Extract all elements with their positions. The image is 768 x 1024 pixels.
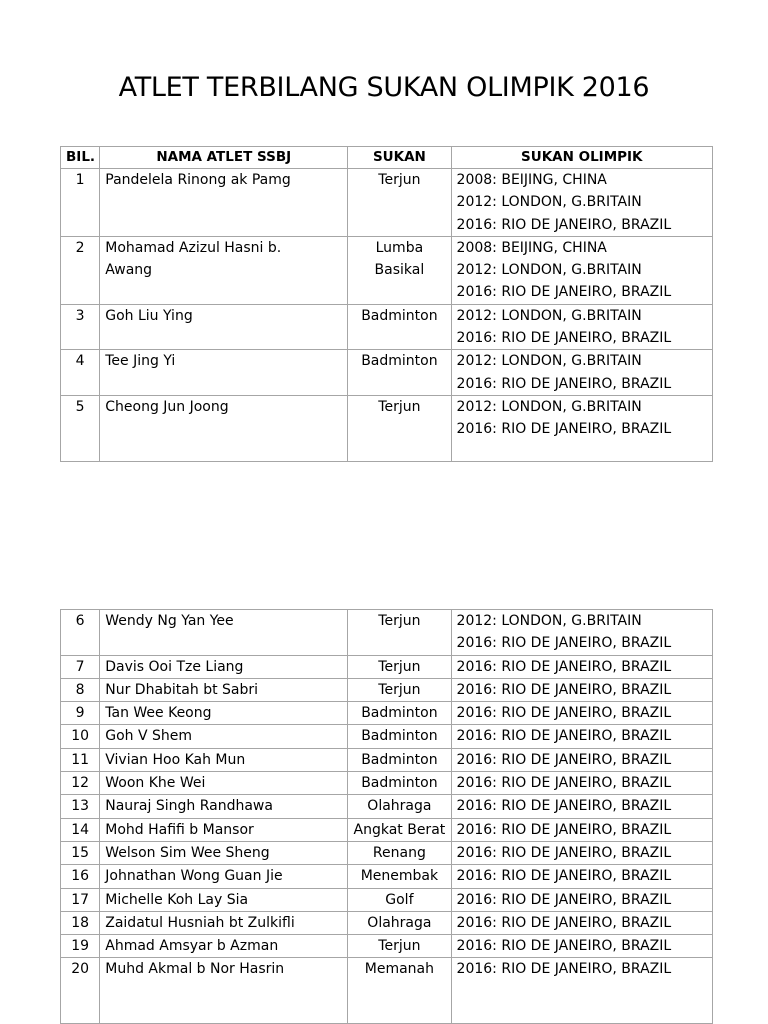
olympics-entry: 2012: LONDON, G.BRITAIN: [456, 262, 642, 279]
table-row: [61, 236, 713, 304]
olympics-list: [451, 795, 712, 818]
table-row: [61, 725, 713, 748]
olympics-entry: 2016: RIO DE JANEIRO, BRAZIL: [456, 798, 672, 815]
table-row: [61, 655, 713, 678]
sport-name: Terjun: [348, 169, 451, 237]
sport-name: Renang: [348, 841, 451, 864]
table-row: [61, 702, 713, 725]
olympics-entry: 2016: RIO DE JANEIRO, BRAZIL: [456, 216, 672, 233]
athlete-name: Nauraj Singh Randhawa: [100, 795, 348, 818]
athlete-name: Mohd Hafifi b Mansor: [100, 818, 348, 841]
row-number: 6: [61, 610, 100, 656]
athlete-name: Tan Wee Keong: [100, 702, 348, 725]
sport-name: Olahraga: [348, 911, 451, 934]
olympics-list: [451, 748, 712, 771]
row-number: 14: [61, 818, 100, 841]
row-number: 13: [61, 795, 100, 818]
row-number: 10: [61, 725, 100, 748]
olympics-list: [451, 169, 712, 237]
olympics-list: [451, 935, 712, 958]
header-olympics: SUKAN OLIMPIK: [451, 147, 712, 169]
olympics-entry: 2016: RIO DE JANEIRO, BRAZIL: [456, 891, 672, 908]
table-row: [61, 865, 713, 888]
row-number: 18: [61, 911, 100, 934]
sport-name: Terjun: [348, 678, 451, 701]
table-row: [61, 350, 713, 396]
sport-name: Badminton: [348, 725, 451, 748]
athlete-name: Pandelela Rinong ak Pamg: [100, 169, 348, 237]
row-number: 15: [61, 841, 100, 864]
athlete-name: Michelle Koh Lay Sia: [100, 888, 348, 911]
sport-name: Menembak: [348, 865, 451, 888]
olympics-list: [451, 702, 712, 725]
sport-name: Badminton: [348, 350, 451, 396]
row-number: 2: [61, 236, 100, 304]
athlete-name-line: Mohamad Azizul Hasni b.: [105, 239, 282, 256]
table-row: [61, 935, 713, 958]
table-row: [61, 841, 713, 864]
sport-name: [348, 236, 451, 304]
sport-name: Golf: [348, 888, 451, 911]
table-header-row: [61, 147, 713, 169]
row-number: 17: [61, 888, 100, 911]
row-number: 5: [61, 395, 100, 461]
athlete-name: Goh V Shem: [100, 725, 348, 748]
athlete-name: Wendy Ng Yan Yee: [100, 610, 348, 656]
olympics-entry: 2016: RIO DE JANEIRO, BRAZIL: [456, 421, 672, 438]
header-bil: BIL.: [61, 147, 100, 169]
row-number: 19: [61, 935, 100, 958]
olympics-list: [451, 818, 712, 841]
table-row: [61, 304, 713, 350]
olympics-entry: 2016: RIO DE JANEIRO, BRAZIL: [456, 375, 672, 392]
table-row: [61, 818, 713, 841]
olympics-entry: 2016: RIO DE JANEIRO, BRAZIL: [456, 751, 672, 768]
olympics-list: [451, 888, 712, 911]
table-row: [61, 678, 713, 701]
olympics-list: [451, 865, 712, 888]
row-number: 7: [61, 655, 100, 678]
athlete-name: Ahmad Amsyar b Azman: [100, 935, 348, 958]
table-row: [61, 888, 713, 911]
row-number: 11: [61, 748, 100, 771]
row-number: 12: [61, 772, 100, 795]
athlete-name: Davis Ooi Tze Liang: [100, 655, 348, 678]
table-row: [61, 395, 713, 461]
olympics-entry: 2012: LONDON, G.BRITAIN: [456, 307, 642, 324]
olympics-entry: 2016: RIO DE JANEIRO, BRAZIL: [456, 635, 672, 652]
athlete-name: Goh Liu Ying: [100, 304, 348, 350]
sport-name: Terjun: [348, 655, 451, 678]
row-number: 9: [61, 702, 100, 725]
olympics-entry: 2016: RIO DE JANEIRO, BRAZIL: [456, 914, 672, 931]
olympics-entry: 2016: RIO DE JANEIRO, BRAZIL: [456, 728, 672, 745]
header-sport: SUKAN: [348, 147, 451, 169]
olympics-entry: 2016: RIO DE JANEIRO, BRAZIL: [456, 868, 672, 885]
athlete-name: Vivian Hoo Kah Mun: [100, 748, 348, 771]
athlete-name: Nur Dhabitah bt Sabri: [100, 678, 348, 701]
olympics-entry: 2016: RIO DE JANEIRO, BRAZIL: [456, 705, 672, 722]
sport-name: Olahraga: [348, 795, 451, 818]
olympics-entry: 2012: LONDON, G.BRITAIN: [456, 613, 642, 629]
athlete-name: Welson Sim Wee Sheng: [100, 841, 348, 864]
row-number: 8: [61, 678, 100, 701]
athletes-table-2-body: [61, 610, 713, 1024]
athlete-name: [100, 236, 348, 304]
row-number: 1: [61, 169, 100, 237]
athlete-name: Zaidatul Husniah bt Zulkifli: [100, 911, 348, 934]
olympics-list: [451, 236, 712, 304]
sport-name: Badminton: [348, 748, 451, 771]
header-name: NAMA ATLET SSBJ: [100, 147, 348, 169]
sport-name-line: Basikal: [374, 262, 425, 279]
row-number: 3: [61, 304, 100, 350]
athlete-name: Woon Khe Wei: [100, 772, 348, 795]
olympics-list: [451, 958, 712, 1024]
olympics-list: [451, 678, 712, 701]
olympics-list: [451, 725, 712, 748]
olympics-list: [451, 304, 712, 350]
sport-name: Badminton: [348, 702, 451, 725]
olympics-entry: 2012: LONDON, G.BRITAIN: [456, 194, 642, 211]
sport-name: Terjun: [348, 610, 451, 656]
sport-name: Memanah: [348, 958, 451, 1024]
athlete-name: Tee Jing Yi: [100, 350, 348, 396]
olympics-list: [451, 610, 712, 656]
sport-name: Badminton: [348, 772, 451, 795]
olympics-list: [451, 655, 712, 678]
athletes-table-1: [60, 146, 713, 462]
table-row: [61, 610, 713, 656]
sport-name: Badminton: [348, 304, 451, 350]
sport-name: Angkat Berat: [348, 818, 451, 841]
table-row: [61, 958, 713, 1024]
olympics-entry: 2008: BEIJING, CHINA: [456, 239, 607, 256]
athlete-name: Muhd Akmal b Nor Hasrin: [100, 958, 348, 1024]
olympics-entry: 2016: RIO DE JANEIRO, BRAZIL: [456, 658, 672, 675]
olympics-list: [451, 772, 712, 795]
sport-name-line: Lumba: [375, 239, 424, 256]
olympics-entry: 2016: RIO DE JANEIRO, BRAZIL: [456, 775, 672, 792]
olympics-entry: 2016: RIO DE JANEIRO, BRAZIL: [456, 681, 672, 698]
sport-name: Terjun: [348, 395, 451, 461]
olympics-entry: 2008: BEIJING, CHINA: [456, 172, 607, 188]
olympics-entry: 2016: RIO DE JANEIRO, BRAZIL: [456, 961, 672, 978]
olympics-entry: 2016: RIO DE JANEIRO, BRAZIL: [456, 938, 672, 955]
table-row: [61, 911, 713, 934]
athletes-table-2: [60, 609, 713, 1024]
athlete-name: Johnathan Wong Guan Jie: [100, 865, 348, 888]
row-number: 4: [61, 350, 100, 396]
table-row: [61, 169, 713, 237]
sport-name: Terjun: [348, 935, 451, 958]
page-title: ATLET TERBILANG SUKAN OLIMPIK 2016: [118, 72, 650, 103]
athlete-name-line: Awang: [105, 262, 153, 279]
olympics-list: [451, 350, 712, 396]
olympics-list: [451, 911, 712, 934]
olympics-entry: 2016: RIO DE JANEIRO, BRAZIL: [456, 821, 672, 838]
table-row: [61, 748, 713, 771]
row-number: 20: [61, 958, 100, 1024]
olympics-entry: 2016: RIO DE JANEIRO, BRAZIL: [456, 844, 672, 861]
olympics-entry: 2016: RIO DE JANEIRO, BRAZIL: [456, 284, 672, 301]
olympics-list: [451, 841, 712, 864]
row-number: 16: [61, 865, 100, 888]
olympics-entry: 2016: RIO DE JANEIRO, BRAZIL: [456, 330, 672, 347]
table-row: [61, 772, 713, 795]
table-row: [61, 795, 713, 818]
olympics-entry: 2012: LONDON, G.BRITAIN: [456, 398, 642, 415]
olympics-list: [451, 395, 712, 461]
athlete-name: Cheong Jun Joong: [100, 395, 348, 461]
olympics-entry: 2012: LONDON, G.BRITAIN: [456, 353, 642, 370]
